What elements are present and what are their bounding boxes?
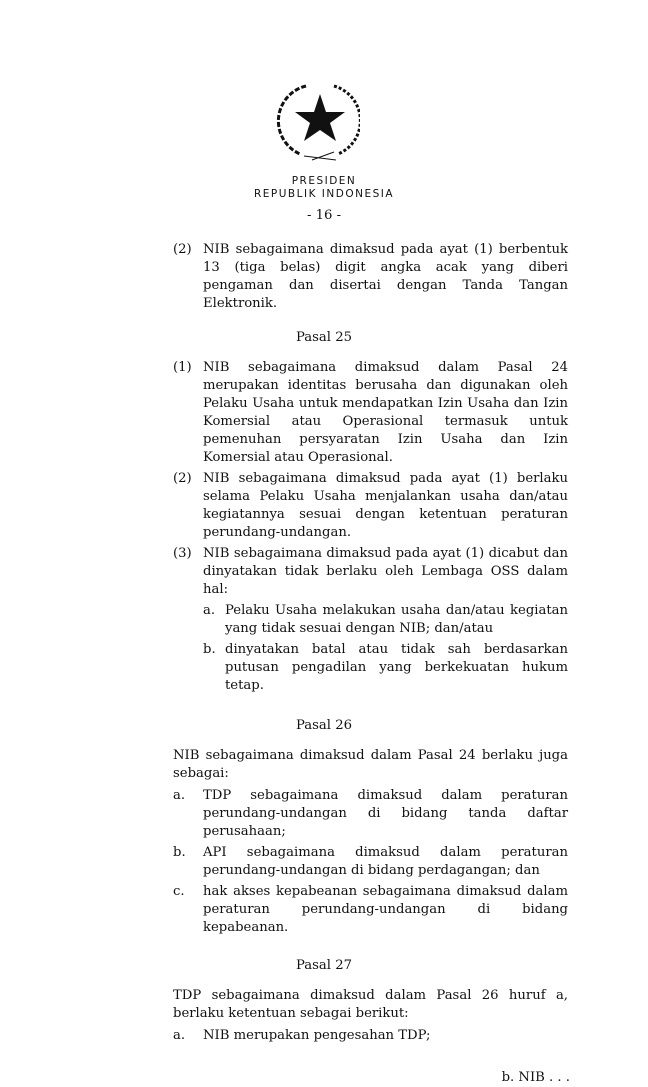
header-president: PRESIDEN <box>291 175 357 187</box>
ayat-number: (2) <box>173 471 192 486</box>
ayat <box>173 470 568 542</box>
list-text: TDP sebagaimana dimaksud dalam peraturan perundang-undangan di bidang tanda daftar perusahaan; <box>203 788 568 839</box>
sub-item <box>203 641 568 695</box>
ayat <box>173 545 568 599</box>
sub-item-list <box>203 602 568 695</box>
list-text: API sebagaimana dimaksud dalam peraturan perundang-undangan di bidang perdagangan; dan <box>203 845 568 878</box>
pasal-25-body <box>173 359 568 695</box>
ayat-text: NIB sebagaimana dimaksud pada ayat (1) berlaku selama Pelaku Usaha menjalankan usaha dan/atau kegiatannya sesuai dengan ketentuan peraturan perundang-undangan. <box>203 471 568 540</box>
list-letter: b. <box>173 845 186 860</box>
document-body <box>173 241 568 1087</box>
pasal-26-title: Pasal 26 <box>296 718 352 733</box>
list-letter: a. <box>173 788 186 803</box>
list-item <box>173 844 568 880</box>
list-text: hak akses kepabeanan sebagaimana dimaksud dalam peraturan perundang-undangan di bidang kepabeanan. <box>203 884 568 935</box>
pasal-27-body <box>173 987 568 1045</box>
pasal-26-body <box>173 747 568 937</box>
header-republic: REPUBLIK INDONESIA <box>253 188 395 200</box>
list-text: NIB merupakan pengesahan TDP; <box>203 1028 431 1043</box>
page-number: - 16 - <box>306 208 342 223</box>
ayat-text: NIB sebagaimana dimaksud pada ayat (1) berbentuk 13 (tiga belas) digit angka acak yang diberi pengaman dan disertai dengan Tanda Tangan Elektronik. <box>203 242 568 311</box>
sub-item-text: dinyatakan batal atau tidak sah berdasarkan putusan pengadilan yang berkekuatan hukum tetap. <box>225 642 568 693</box>
sub-item-letter: a. <box>203 603 216 618</box>
ayat <box>173 241 568 313</box>
pasal-27-title: Pasal 27 <box>296 958 352 973</box>
pasal-27-intro: TDP sebagaimana dimaksud dalam Pasal 26 huruf a, berlaku ketentuan sebagai berikut: <box>173 988 568 1021</box>
sub-item-text: Pelaku Usaha melakukan usaha dan/atau kegiatan yang tidak sesuai dengan NIB; dan/atau <box>225 603 568 636</box>
ayat-text: NIB sebagaimana dimaksud pada ayat (1) dicabut dan dinyatakan tidak berlaku oleh Lembaga OSS dalam hal: <box>203 546 568 597</box>
continuation-marker: b. NIB . . . <box>501 1070 570 1085</box>
sub-item-letter: b. <box>203 642 216 657</box>
pasal-25-title: Pasal 25 <box>296 330 352 345</box>
pasal-26-intro: NIB sebagaimana dimaksud dalam Pasal 24 berlaku juga sebagai: <box>173 748 568 781</box>
list-item <box>173 883 568 937</box>
garuda-presiden-emblem-icon <box>276 78 360 162</box>
pasal24-continuation <box>173 241 568 313</box>
ayat-number: (1) <box>173 360 192 375</box>
ayat-number: (3) <box>173 546 192 561</box>
sub-item <box>203 602 568 638</box>
list-item <box>173 1027 568 1045</box>
ayat-text: NIB sebagaimana dimaksud dalam Pasal 24 merupakan identitas berusaha dan digunakan oleh Pelaku Usaha untuk mendapatkan Izin Usaha dan Izin Komersial atau Operasional termasuk untuk pemenuhan persyaratan Izin Usaha dan Izin Komersial atau Operasional. <box>203 360 568 465</box>
list-letter: c. <box>173 884 185 899</box>
ayat <box>173 359 568 467</box>
ayat-number: (2) <box>173 242 192 257</box>
list-item <box>173 787 568 841</box>
list-letter: a. <box>173 1028 186 1043</box>
